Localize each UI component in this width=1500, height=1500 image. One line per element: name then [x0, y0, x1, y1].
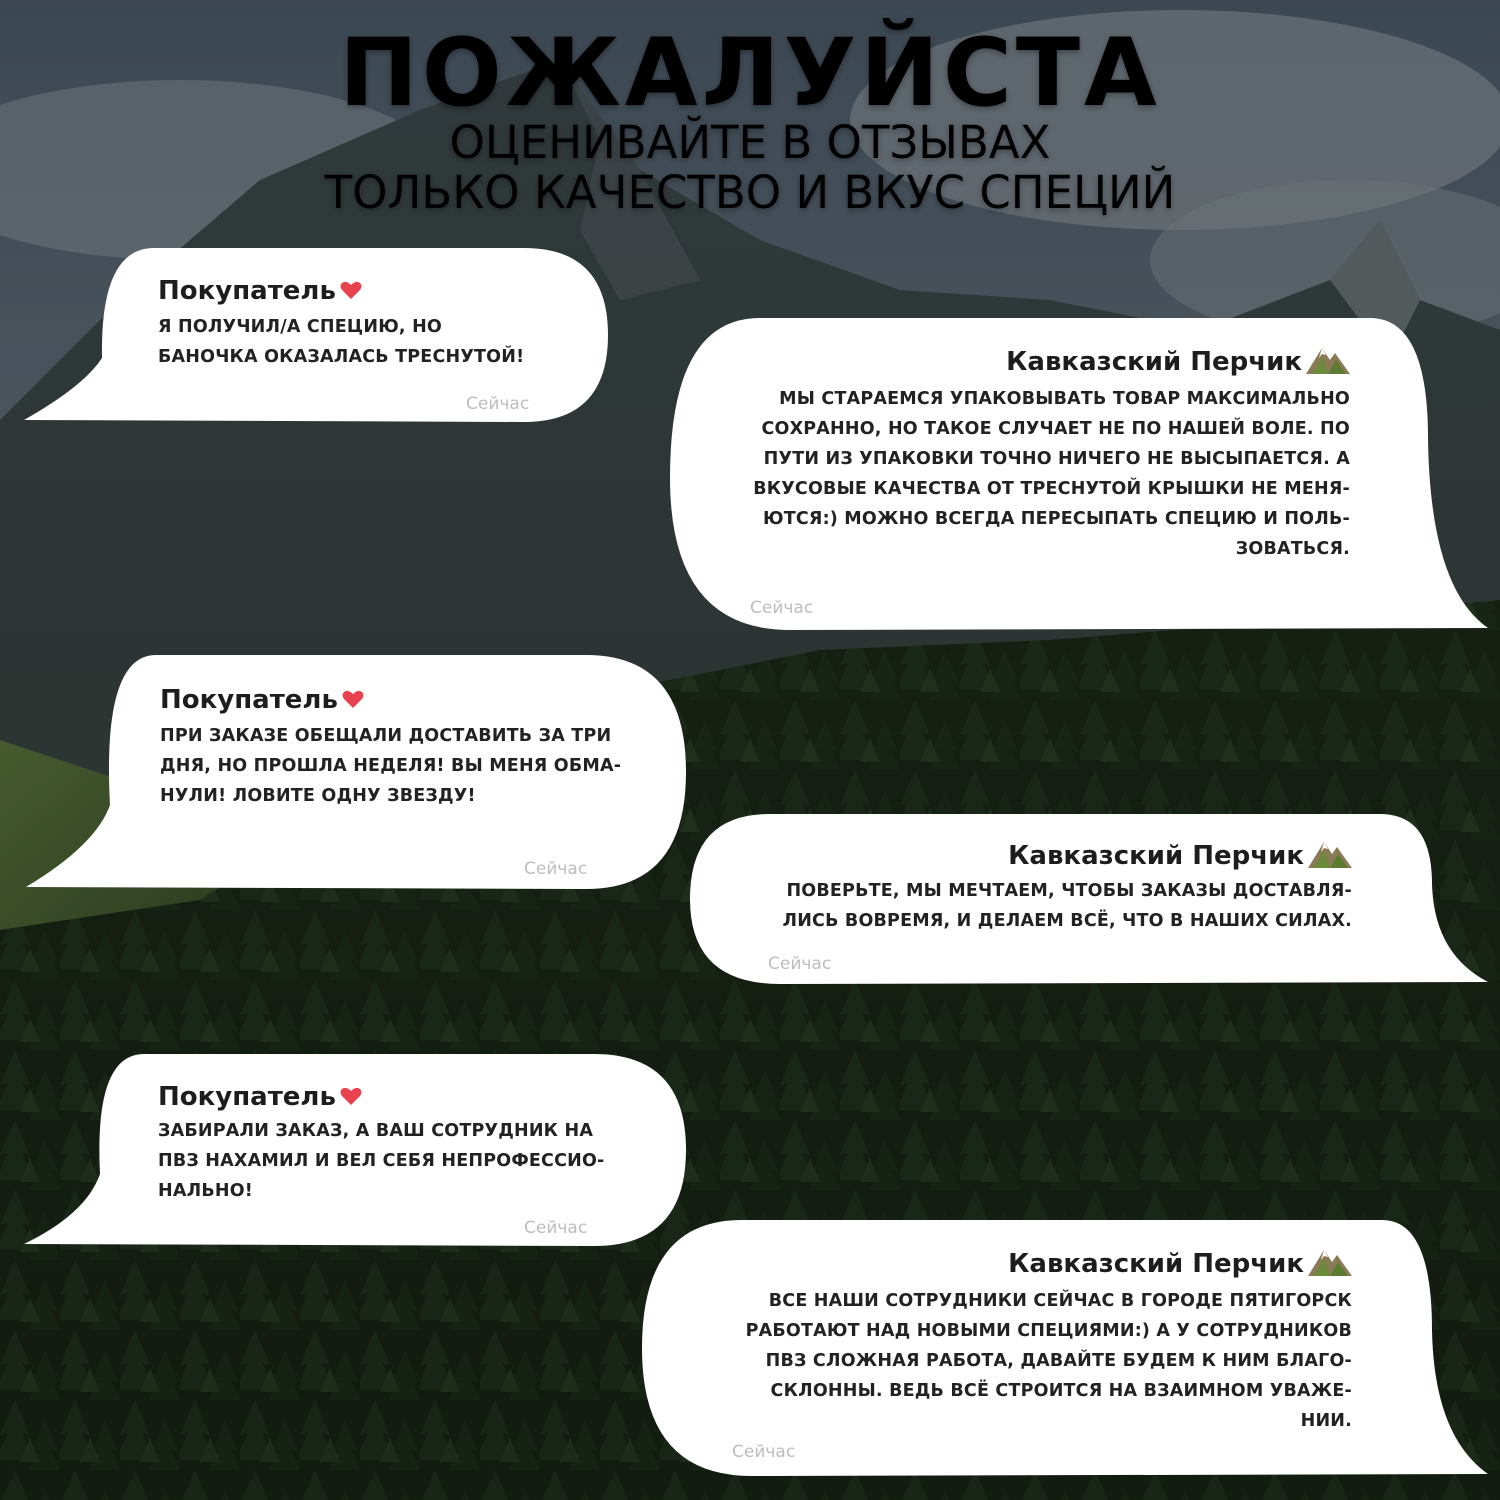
message-bubble-shop-3 — [642, 1220, 1488, 1476]
message-timestamp: Сейчас — [466, 394, 530, 414]
message-timestamp: Сейчас — [524, 1218, 588, 1238]
page-title: ПОЖАЛУЙСТА — [339, 19, 1161, 128]
sender-name: Покупатель — [160, 685, 364, 716]
message-text: МЫ СТАРАЕМСЯ УПАКОВЫВАТЬ ТОВАР МАКСИМАЛЬНО СОХРАННО, НО ТАКОЕ СЛУЧАЕТ НЕ ПО НАШЕЙ ВОЛЕ. ПО ПУТИ ИЗ УПАКОВКИ ТОЧНО НИЧЕГО НЕ ВЫСЫПАЕТСЯ. А ВКУСОВЫЕ КАЧЕСТВА ОТ ТРЕСНУТОЙ КРЫШКИ НЕ МЕНЯ- ЮТСЯ:) МОЖНО ВСЕГДА ПЕРЕСЫПАТЬ СПЕЦИЮ И ПОЛЬ- ЗОВАТЬСЯ. — [753, 389, 1350, 559]
page-subtitle-line-2: ТОЛЬКО КАЧЕСТВО И ВКУС СПЕЦИЙ — [324, 166, 1176, 219]
sender-name: Кавказский Перчик — [1006, 344, 1350, 381]
message-bubble-customer-3 — [24, 1054, 686, 1246]
mountain-icon — [1308, 1246, 1352, 1283]
message-timestamp: Сейчас — [524, 859, 588, 879]
heart-icon — [340, 277, 362, 307]
message-bubble-customer-1 — [24, 248, 608, 422]
message-bubble-customer-2 — [26, 655, 686, 889]
message-timestamp: Сейчас — [768, 954, 832, 974]
heart-icon — [342, 686, 364, 716]
page-subtitle-line-1: ОЦЕНИВАЙТЕ В ОТЗЫВАХ — [449, 116, 1051, 169]
message-text: Я ПОЛУЧИЛ/А СПЕЦИЮ, НО БАНОЧКА ОКАЗАЛАСЬ ТРЕСНУТОЙ! — [158, 317, 525, 367]
message-bubble-shop-1 — [670, 318, 1488, 630]
sender-name: Покупатель — [158, 276, 362, 307]
message-timestamp: Сейчас — [750, 598, 814, 618]
message-text: ПОВЕРЬТЕ, МЫ МЕЧТАЕМ, ЧТОБЫ ЗАКАЗЫ ДОСТАВЛЯ- ЛИСЬ ВОВРЕМЯ, И ДЕЛАЕМ ВСЁ, ЧТО В НАШИХ СИЛАХ. — [782, 881, 1352, 931]
heart-icon — [340, 1083, 362, 1113]
message-text: ВСЕ НАШИ СОТРУДНИКИ СЕЙЧАС В ГОРОДЕ ПЯТИГОРСК РАБОТАЮТ НАД НОВЫМИ СПЕЦИЯМИ:) А У СОТРУДНИКОВ ПВЗ СЛОЖНАЯ РАБОТА, ДАВАЙТЕ БУДЕМ К НИМ БЛАГО- СКЛОННЫ. ВЕДЬ ВСЁ СТРОИТСЯ НА ВЗАИМНОМ УВАЖЕ- НИИ. — [745, 1291, 1352, 1431]
mountain-icon — [1306, 344, 1350, 381]
message-text: ПРИ ЗАКАЗЕ ОБЕЩАЛИ ДОСТАВИТЬ ЗА ТРИ ДНЯ, НО ПРОШЛА НЕДЕЛЯ! ВЫ МЕНЯ ОБМА- НУЛИ! ЛОВИТЕ ОДНУ ЗВЕЗДУ! — [160, 726, 622, 806]
message-bubble-shop-2 — [690, 814, 1488, 984]
sender-name: Кавказский Перчик — [1008, 838, 1352, 875]
message-timestamp: Сейчас — [732, 1442, 796, 1462]
mountain-icon — [1308, 838, 1352, 875]
message-text: ЗАБИРАЛИ ЗАКАЗ, А ВАШ СОТРУДНИК НА ПВЗ НАХАМИЛ И ВЕЛ СЕБЯ НЕПРОФЕССИО- НАЛЬНО! — [158, 1121, 605, 1201]
sender-name: Кавказский Перчик — [1008, 1246, 1352, 1283]
sender-name: Покупатель — [158, 1082, 362, 1113]
